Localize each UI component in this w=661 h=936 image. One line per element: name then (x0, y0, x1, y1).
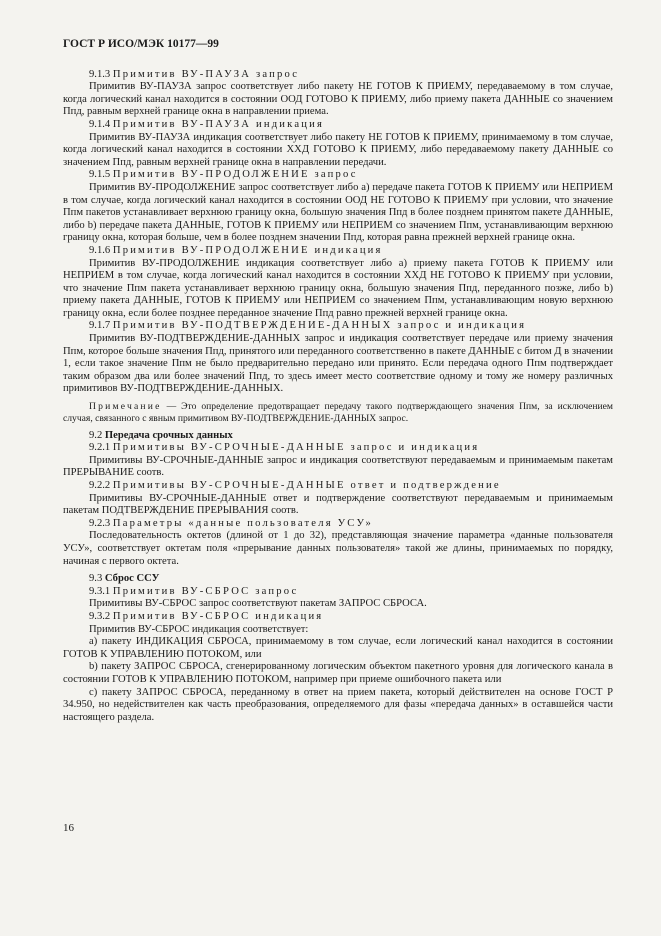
section-heading-9-1-6: 9.1.6 Примитив ВУ-ПРОДОЛЖЕНИЕ индикация (89, 244, 383, 256)
section-text-9-1-3: Примитив ВУ-ПАУЗА запрос соответствует либо пакету НЕ ГОТОВ К ПРИЕМУ, передаваемому в том случае, когда логический канал находится в состоянии ООД ГОТОВО К ПРИЕМУ, либо приему пакета ДАННЫЕ со значением Ппд, равным верхней границе окна в направлении приема. (63, 81, 613, 118)
section-heading-9-3-2: 9.3.2 Примитив ВУ-СБРОС индикация (89, 610, 324, 622)
section-text-9-2-1: Примитивы ВУ-СРОЧНЫЕ-ДАННЫЕ запрос и индикация соответствуют передаваемым и принимаемым пакетам ПРЕРЫВАНИЕ соотв. (63, 454, 613, 479)
section-text-9-1-6: Примитив ВУ-ПРОДОЛЖЕНИЕ индикация соответствует либо а) приему пакета ГОТОВ К ПРИЕМУ или НЕПРИЕМ в том случае, когда логический канал находится в состоянии ХХД НЕ ГОТОВО К ПРИЕМУ при условии, что значение Ппм пакета устанавливает верхнюю границу окна, большую значения Ппд, переданного позже, либо b) приему пакета ДАННЫЕ, ГОТОВ К ПРИЕМУ или НЕПРИЕМ со значением Ппм, устанавливающим новую верхнюю границу окна, если более позднее переданное значение Ппд равно прежней верхней границе окна. (63, 257, 613, 319)
section-heading-9-2-1: 9.2.1 Примитивы ВУ-СРОЧНЫЕ-ДАННЫЕ запрос и индикация (89, 442, 480, 454)
section-text-9-3-1: Примитивы ВУ-СБРОС запрос соответствуют пакетам ЗАПРОС СБРОСА. (89, 598, 427, 610)
section-heading-9-1-7: 9.1.7 Примитив ВУ-ПОДТВЕРЖДЕНИЕ-ДАННЫХ запрос и индикация (89, 320, 527, 332)
section-heading-9-2-3: 9.2.3 Параметры «данные пользователя УСУ» (89, 517, 373, 529)
section-heading-9-3-1: 9.3.1 Примитив ВУ-СБРОС запрос (89, 585, 299, 597)
section-text-9-2-3: Последовательность октетов (длиной от 1 до 32), представляющая значение параметра «данные пользователя УСУ», соответствует октетам поля «прерывание данных пользователя» такой же длины, принимаемых по порядку, начиная с первого октета. (63, 530, 613, 567)
section-heading-9-1-4: 9.1.4 Примитив ВУ-ПАУЗА индикация (89, 118, 325, 130)
section-text-9-1-7: Примитив ВУ-ПОДТВЕРЖДЕНИЕ-ДАННЫХ запрос и индикация соответствует передаче или приему значения Ппм, которое больше значения Ппд, принятого или переданного соответственно в пакете ДАННЫЕ с битом Д в значении 1, если такое значение Ппм не было предварительно передано или принято. Если передача одного Ппм подтверждает таким образом два или более значений Ппд, то здесь имеет место соответствие одному и тому же номеру различных примитивов ВУ-ПОДТВЕРЖДЕНИЕ-ДАННЫХ. (63, 333, 614, 395)
note-label: Примечание (89, 401, 162, 413)
section-text-9-1-5: Примитив ВУ-ПРОДОЛЖЕНИЕ запрос соответствует либо а) передаче пакета ГОТОВ К ПРИЕМУ или НЕПРИЕМ в том случае, когда логический канал находится в состоянии ООД НЕ ГОТОВО К ПРИЕМУ при условии, что значение Ппм пакетов устанавливает верхнюю границу окна, большую значения Ппд в более позднем принятом пакете ДАННЫЕ, либо b) передаче пакета ДАННЫЕ, ГОТОВ К ПРИЕМУ или НЕПРИЕМ со значением Ппм, устанавливающим верхнюю границу окна, которая больше, чем в более позднем значении Ппд, которая равна прежней верхней границе окна. (63, 181, 613, 244)
list-item-c: с) пакету ЗАПРОС СБРОСА, переданному в ответ на прием пакета, который действителен на основе ГОСТ Р 34.950, но недействителен как часть преобразования, определяемого для фазы «передача данных» в оставшейся части настоящего раздела. (63, 686, 613, 723)
note (63, 401, 613, 425)
section-heading-9-2: 9.2 Передача срочных данных (89, 429, 233, 441)
section-heading-9-1-3: 9.1.3 Примитив ВУ-ПАУЗА запрос (89, 68, 300, 80)
page-number: 16 (63, 822, 74, 834)
section-heading-9-1-5: 9.1.5 Примитив ВУ-ПРОДОЛЖЕНИЕ запрос (89, 169, 358, 181)
section-heading-9-3: 9.3 Сброс ССУ (89, 573, 160, 585)
section-text-9-2-2: Примитивы ВУ-СРОЧНЫЕ-ДАННЫЕ ответ и подтверждение соответствуют передаваемым и принимаемым пакетам ПОДТВЕРЖДЕНИЕ ПРЕРЫВАНИЯ соотв. (63, 492, 613, 517)
note-text: — Это определение предотвращает передачу такого подтверждающего значения Ппм, за исключением случая, связанного с явным примитивом ВУ-ПОДТВЕРЖДЕНИЕ-ДАННЫХ запрос. (63, 401, 614, 424)
section-text-9-3-2: Примитив ВУ-СБРОС индикация соответствует: (89, 623, 309, 635)
section-text-9-1-4: Примитив ВУ-ПАУЗА индикация соответствует либо пакету НЕ ГОТОВ К ПРИЕМУ, принимаемому в том случае, когда логический канал находится в состоянии ХХД ГОТОВО К ПРИЕМУ, либо передаваемому пакету ДАННЫЕ со значением Ппд, равным верхней границе окна в направлении передачи. (63, 131, 613, 168)
list-item-b: b) пакету ЗАПРОС СБРОСА, сгенерированному логическим объектом пакетного уровня для логического канала в состоянии ГОТОВ К УПРАВЛЕНИЮ ПОТОКОМ, например при приеме ошибочного пакета или (63, 661, 613, 685)
list-item-a: а) пакету ИНДИКАЦИЯ СБРОСА, принимаемому в том случае, если логический канал находится в состоянии ГОТОВ К УПРАВЛЕНИЮ ПОТОКОМ, или (63, 636, 613, 660)
section-heading-9-2-2: 9.2.2 Примитивы ВУ-СРОЧНЫЕ-ДАННЫЕ ответ и подтверждение (89, 480, 501, 491)
page-header: ГОСТ Р ИСО/МЭК 10177—99 (63, 38, 219, 50)
